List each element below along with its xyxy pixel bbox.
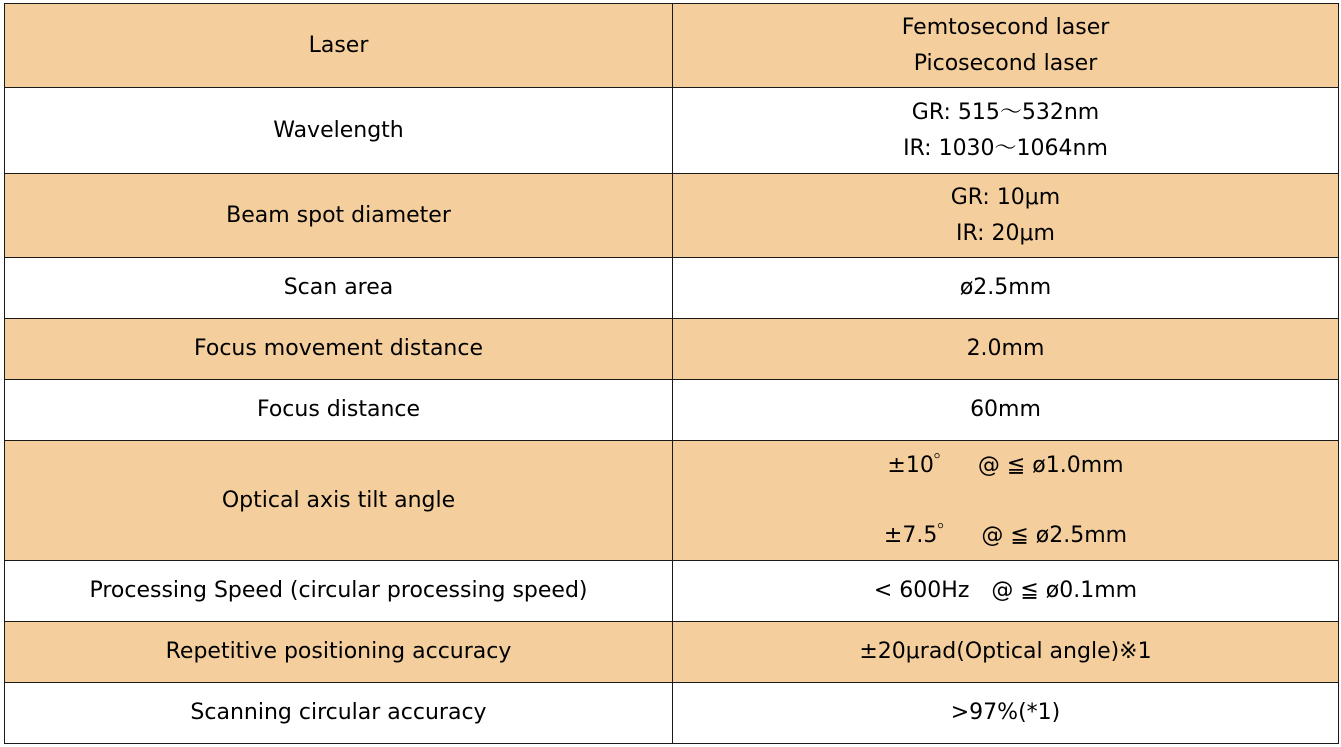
value-line: ±10゜ @ ≦ ø1.0mm [887, 452, 1124, 478]
value-line: Picosecond laser [913, 50, 1098, 76]
table-row-circular-accuracy [5, 683, 1339, 744]
value-line: GR: 515～532nm [911, 99, 1100, 125]
row-label: Processing Speed (circular processing speed) [5, 561, 673, 622]
row-label: Focus movement distance [5, 319, 673, 380]
table-row-beam-spot [5, 174, 1339, 258]
table-row-focus-movement [5, 319, 1339, 380]
row-label: Optical axis tilt angle [5, 441, 673, 561]
spec-table [4, 3, 1339, 744]
table-row-laser [5, 4, 1339, 88]
table-row-tilt-angle [5, 441, 1339, 561]
row-value: < 600Hz @ ≦ ø0.1mm [673, 561, 1339, 622]
value-line: GR: 10μm [950, 184, 1061, 210]
value-line: IR: 1030～1064nm [903, 135, 1108, 161]
row-value: ±20μrad(Optical angle)※1 [673, 622, 1339, 683]
row-label: Laser [5, 4, 673, 88]
row-value: ø2.5mm [673, 258, 1339, 319]
row-label: Beam spot diameter [5, 174, 673, 258]
row-label: Scanning circular accuracy [5, 683, 673, 744]
row-value [673, 174, 1339, 258]
table-row-wavelength [5, 88, 1339, 174]
value-line: ±7.5゜ @ ≦ ø2.5mm [883, 522, 1128, 548]
row-value [673, 441, 1339, 561]
value-line: Femtosecond laser [901, 14, 1110, 40]
table-row-positioning-accuracy [5, 622, 1339, 683]
row-value [673, 88, 1339, 174]
row-label: Scan area [5, 258, 673, 319]
row-label: Wavelength [5, 88, 673, 174]
row-value [673, 4, 1339, 88]
row-value: >97%(*1) [673, 683, 1339, 744]
line-spacer [683, 484, 1328, 518]
table-row-focus-distance [5, 380, 1339, 441]
table-row-processing-speed [5, 561, 1339, 622]
row-label: Focus distance [5, 380, 673, 441]
row-value: 2.0mm [673, 319, 1339, 380]
row-label: Repetitive positioning accuracy [5, 622, 673, 683]
value-line: IR: 20μm [956, 220, 1055, 246]
row-value: 60mm [673, 380, 1339, 441]
table-row-scan-area [5, 258, 1339, 319]
